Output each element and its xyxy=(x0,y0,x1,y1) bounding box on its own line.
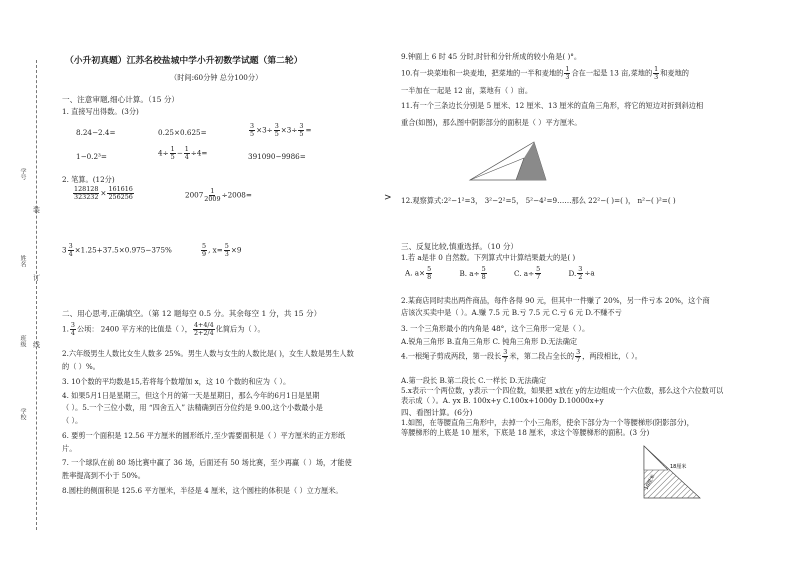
written-calc-2: 2007 $\frac{1}{2009}$ ÷2008= xyxy=(185,187,252,203)
label-10cm: 10厘米 xyxy=(643,473,657,491)
binding-dashed-line xyxy=(36,60,37,530)
fill-question-4: 4. 如果5月1日是星期三，但这个月的第一天是星期日，那么今年的6月1日是星期 xyxy=(62,391,320,400)
calc-item: 391090−9986= xyxy=(248,152,306,161)
fill-question-8: 8.圆柱的侧面积是 125.6 平方厘米，半径是 4 厘米，这个圆柱的体积是（ ）立方厘米。 xyxy=(62,486,343,495)
page-arrow-icon: > xyxy=(384,193,392,203)
calc-item: 4÷ $\frac{1}{5}$ − $\frac{1}{4}$ ÷4= xyxy=(158,145,208,161)
figure-question-1: 1.如图，在等腰直角三角形中，去掉一个小三角形，使余下部分为一个等腰梯形(阴影部分)， xyxy=(401,418,694,427)
fold-line xyxy=(470,158,524,180)
written-calc-3: 3 $\frac{3}{4}$ ×1.25+37.5×0.975−375% xyxy=(62,242,172,258)
choice-options-1: A. a× $\frac{5}{8}$ B. a÷ $\frac{5}{8}$ C. a÷ $\frac{5}{7}$ D. $\frac{3}{2}$ ÷a xyxy=(405,265,595,281)
isosceles-right-triangle xyxy=(644,446,700,498)
sidebar-label-name: 姓名 xyxy=(19,255,26,267)
written-calc-4: $\frac{5}{9}$ , x= $\frac{5}{3}$ ×9 xyxy=(202,242,242,258)
fill-question-5-cont: （ ）。 xyxy=(62,416,83,425)
binding-mark: 订 xyxy=(33,274,40,282)
fill-question-11: 11.有一个三条边长分别是 5 厘米、12 厘米、13 厘米的直角三角形，将它的短边对折到斜边相 xyxy=(401,101,704,110)
exam-subtitle: （时间:60分钟 总分100分） xyxy=(170,73,263,82)
label-18cm: 18厘米 xyxy=(670,464,687,470)
fill-question-3: 3. 10个数的平均数是15,若将每个数增加 x，这 10 个数的和应为（ ）。 xyxy=(62,377,291,386)
choice-question-4: 4.一根绳子剪成两段，第一段长 $\frac{3}{7}$ 米，第二段占全长的 $\frac{3}{7}$ ，两段相比，（ ）。 xyxy=(401,348,642,364)
fill-question-7: 7. 一个球队在前 80 场比赛中赢了 36 场，后面还有 50 场比赛，至少再赢（ ）场，才能使 xyxy=(62,458,352,467)
trapezoid-figure xyxy=(630,442,720,500)
choice-question-2-cont: 店该次买卖中是（ ）。A.赚 7.5 元 B.亏 7.5 元 C.亏 6 元 D.不赚不亏 xyxy=(401,308,622,317)
choice-question-5: 5.x表示一个两位数，y表示一个四位数，如果把 x放在 y的左边组成一个六位数，那么这个六位数可以 xyxy=(401,386,724,395)
question-1-2: 2. 笔算。(12分) xyxy=(62,175,115,184)
triangle-fold-figure xyxy=(468,140,548,184)
sidebar-label-class: 班级 xyxy=(19,335,26,347)
calc-item: 8.24−2.4= xyxy=(76,128,116,137)
fill-question-12: 12.观察算式:2²−1²=3， 3²−2²=5， 5²−4²=9……那么 22²−( )=( )， n²−( )²=( ) xyxy=(401,196,676,205)
calc-item: $\frac{3}{5}$ ×3÷ $\frac{3}{5}$ ×3÷ $\frac{3}{5}$ = xyxy=(250,122,312,138)
calc-item: 0.25×0.625= xyxy=(158,128,207,137)
fill-question-5: （ ）。5.一个三位小数，用 “四舍五入” 法精确到百分位约是 9.00,这个小数最小是 xyxy=(62,403,323,412)
removed-small-triangle xyxy=(644,446,668,470)
calc-item: 1−0.2³= xyxy=(76,152,107,161)
fill-question-2-cont: 的（ ）%。 xyxy=(62,362,100,371)
binding-mark: 装 xyxy=(33,206,40,214)
binding-mark: 线 xyxy=(33,341,40,349)
choice-question-1: 1.若 a是非 0 自然数。下列算式中计算结果最大的是( ) xyxy=(401,253,576,262)
figure-question-1-cont: 等腰梯形的上底是 10 厘米，下底是 18 厘米，求这个等腰梯形的面积。(3 分) xyxy=(401,428,650,437)
exam-title: （小升初真题）江苏名校盐城中学小升初数学试题（第二轮） xyxy=(65,56,303,66)
fill-question-6: 6. 要剪一个面积是 12.56 平方厘米的圆形纸片,至少需要面积是（ ）平方厘米的正方形纸 xyxy=(62,431,346,440)
fill-question-2: 2.六年级男生人数比女生人数多 25%。男生人数与女生的人数比是( )，女生人数是男生人数 xyxy=(62,349,354,358)
choice-options-3: A.锐角三角形 B.直角三角形 C. 钝角三角形 D.无法确定 xyxy=(401,337,578,346)
question-1-1: 1. 直接写出得数。(3分) xyxy=(62,107,139,116)
section-4-title: 四、看图计算。(6分) xyxy=(401,408,473,417)
fill-question-1: 1. $\frac{3}{4}$ 公顷： 2400 平方米的比值是（ ）， $\frac{4+4/4}{2+2/4}$ 化简后为（ ）。 xyxy=(62,321,265,337)
section-2-title: 二、用心思考,正确填空。（第 12 题每空 0.5 分。其余每空 1 分，共 15 分） xyxy=(62,309,322,318)
fill-question-9: 9.钟面上 6 时 45 分时,时针和分针所成的较小角是( )°。 xyxy=(401,52,582,61)
sidebar-label-school: 学校 xyxy=(19,408,26,420)
written-calc-1: $\frac{128128}{323232}$ × $\frac{161616}{256256}$ xyxy=(74,185,133,201)
shaded-region xyxy=(516,142,546,180)
choice-options-4: A.第一段长 B.第二段长 C.一样长 D.无法确定 xyxy=(401,376,547,385)
sidebar-label-student-no: 学号 xyxy=(19,168,26,180)
fill-question-11-cont: 重合(如图)，那么图中阴影部分的面积是（ ）平方厘米。 xyxy=(401,118,582,127)
section-3-title: 三、反复比较,慎重选择。（10 分） xyxy=(401,242,519,251)
fill-question-10: 10.有一块菜地和一块麦地，把菜地的一半和麦地的 $\frac{1}{3}$ 合在一起是 13 亩,菜地的 $\frac{1}{3}$ 和麦地的 xyxy=(401,65,689,81)
choice-question-3: 3. 一个三角形最小的内角是 48°，这个三角形一定是（ ）。 xyxy=(401,324,590,333)
section-1-title: 一、注意审题,细心计算。（15 分） xyxy=(62,95,180,104)
fill-question-10-cont: 一半加在一起是 12 亩，菜地有（ ）亩。 xyxy=(401,86,533,95)
fill-question-6-cont: 片。 xyxy=(62,444,77,453)
choice-question-5-cont: 表示成（ ）。A. yx B. 100x+y C.100x+1000y D.10000x+y xyxy=(401,396,604,405)
fill-question-7-cont: 胜率提高到不小于 50%。 xyxy=(62,471,145,480)
choice-question-2: 2.某商店同时卖出两件商品，每件各得 90 元，但其中一件赚了 20%，另一件亏本 20%，这个商 xyxy=(401,296,710,305)
